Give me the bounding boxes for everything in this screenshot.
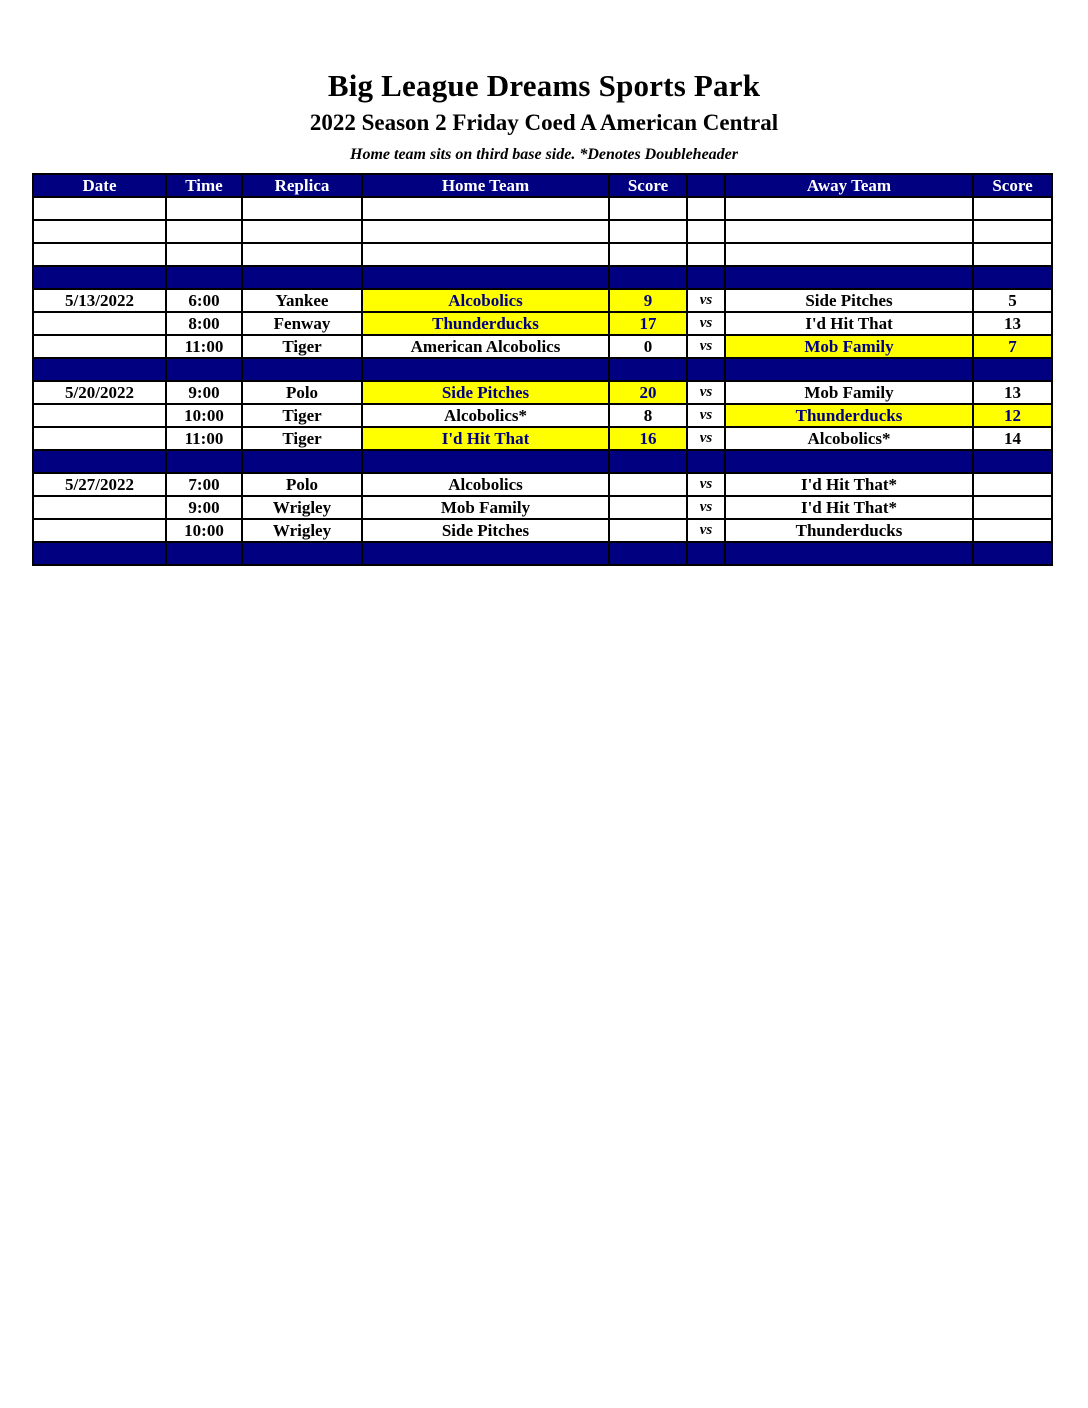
time-cell: 9:00 [166, 496, 242, 519]
away-score-cell: 14 [973, 427, 1052, 450]
col-header-date: Date [33, 174, 166, 197]
home-team-cell [362, 220, 609, 243]
date-cell [33, 404, 166, 427]
date-cell [33, 427, 166, 450]
vs-cell: vs [687, 427, 725, 450]
away-team-cell [725, 197, 973, 220]
home-team-cell [362, 197, 609, 220]
date-cell: 5/20/2022 [33, 381, 166, 404]
home-score-cell [609, 519, 687, 542]
away-team-cell: Thunderducks [725, 519, 973, 542]
table-row [33, 496, 1052, 519]
replica-cell [242, 450, 362, 473]
date-cell [33, 519, 166, 542]
date-cell [33, 358, 166, 381]
home-score-cell [609, 243, 687, 266]
home-team-cell: Side Pitches [362, 381, 609, 404]
home-team-cell: Alcobolics [362, 289, 609, 312]
time-cell: 11:00 [166, 427, 242, 450]
home-score-cell [609, 542, 687, 565]
replica-cell: Tiger [242, 427, 362, 450]
away-score-cell [973, 266, 1052, 289]
away-score-cell: 13 [973, 381, 1052, 404]
replica-cell: Polo [242, 381, 362, 404]
replica-cell: Wrigley [242, 519, 362, 542]
replica-cell [242, 243, 362, 266]
replica-cell: Tiger [242, 404, 362, 427]
home-score-cell [609, 197, 687, 220]
replica-cell: Tiger [242, 335, 362, 358]
replica-cell [242, 542, 362, 565]
away-score-cell [973, 450, 1052, 473]
home-team-cell [362, 542, 609, 565]
home-team-cell [362, 358, 609, 381]
home-score-cell: 8 [609, 404, 687, 427]
table-row [33, 289, 1052, 312]
date-cell [33, 542, 166, 565]
schedule-table [32, 173, 1053, 566]
home-score-cell: 16 [609, 427, 687, 450]
table-header-row [33, 174, 1052, 197]
home-score-cell [609, 266, 687, 289]
away-score-cell [973, 220, 1052, 243]
blank-row [33, 197, 1052, 220]
home-score-cell [609, 220, 687, 243]
replica-cell [242, 358, 362, 381]
vs-cell [687, 220, 725, 243]
date-cell [33, 197, 166, 220]
table-row [33, 519, 1052, 542]
home-team-cell: Alcobolics* [362, 404, 609, 427]
time-cell [166, 197, 242, 220]
replica-cell: Fenway [242, 312, 362, 335]
home-score-cell [609, 450, 687, 473]
date-cell [33, 266, 166, 289]
home-team-cell: American Alcobolics [362, 335, 609, 358]
table-row [33, 312, 1052, 335]
away-score-cell [973, 519, 1052, 542]
vs-cell [687, 450, 725, 473]
table-row [33, 427, 1052, 450]
table-row [33, 473, 1052, 496]
page-title: Big League Dreams Sports Park [327, 68, 761, 103]
time-cell: 10:00 [166, 404, 242, 427]
vs-cell [687, 197, 725, 220]
page-subtitle: 2022 Season 2 Friday Coed A American Central [309, 110, 779, 135]
table-row [33, 335, 1052, 358]
vs-cell: vs [687, 473, 725, 496]
home-team-cell [362, 243, 609, 266]
home-score-cell: 9 [609, 289, 687, 312]
vs-cell: vs [687, 289, 725, 312]
away-team-cell: Side Pitches [725, 289, 973, 312]
date-cell [33, 450, 166, 473]
away-score-cell: 5 [973, 289, 1052, 312]
separator-row [33, 450, 1052, 473]
away-score-cell [973, 496, 1052, 519]
replica-cell [242, 197, 362, 220]
time-cell [166, 358, 242, 381]
home-team-cell: I'd Hit That [362, 427, 609, 450]
replica-cell: Wrigley [242, 496, 362, 519]
vs-cell: vs [687, 381, 725, 404]
home-team-cell [362, 266, 609, 289]
date-cell [33, 335, 166, 358]
time-cell: 8:00 [166, 312, 242, 335]
away-score-cell [973, 243, 1052, 266]
replica-cell [242, 266, 362, 289]
home-score-cell: 20 [609, 381, 687, 404]
away-team-cell [725, 266, 973, 289]
home-score-cell: 0 [609, 335, 687, 358]
away-score-cell [973, 197, 1052, 220]
away-score-cell [973, 473, 1052, 496]
blank-row [33, 243, 1052, 266]
date-cell: 5/27/2022 [33, 473, 166, 496]
away-score-cell: 12 [973, 404, 1052, 427]
vs-cell [687, 542, 725, 565]
away-team-cell [725, 358, 973, 381]
vs-cell [687, 266, 725, 289]
col-header-away-score: Score [973, 174, 1052, 197]
home-team-cell: Thunderducks [362, 312, 609, 335]
vs-cell: vs [687, 312, 725, 335]
home-score-cell [609, 473, 687, 496]
col-header-home-team: Home Team [362, 174, 609, 197]
vs-cell [687, 243, 725, 266]
home-team-cell: Mob Family [362, 496, 609, 519]
away-team-cell: Alcobolics* [725, 427, 973, 450]
home-score-cell: 17 [609, 312, 687, 335]
away-score-cell [973, 358, 1052, 381]
separator-row [33, 358, 1052, 381]
time-cell [166, 542, 242, 565]
time-cell [166, 220, 242, 243]
time-cell [166, 243, 242, 266]
home-score-cell [609, 358, 687, 381]
vs-cell: vs [687, 404, 725, 427]
table-row [33, 381, 1052, 404]
vs-cell: vs [687, 496, 725, 519]
away-team-cell: I'd Hit That [725, 312, 973, 335]
time-cell: 11:00 [166, 335, 242, 358]
away-score-cell: 13 [973, 312, 1052, 335]
away-team-cell [725, 542, 973, 565]
replica-cell: Polo [242, 473, 362, 496]
date-cell [33, 243, 166, 266]
schedule-note: Home team sits on third base side. *Denotes Doubleheader [350, 146, 738, 163]
date-cell [33, 496, 166, 519]
col-header-time: Time [166, 174, 242, 197]
time-cell: 10:00 [166, 519, 242, 542]
replica-cell: Yankee [242, 289, 362, 312]
home-score-cell [609, 496, 687, 519]
table-row [33, 404, 1052, 427]
col-header-vs [687, 174, 725, 197]
away-team-cell: I'd Hit That* [725, 473, 973, 496]
home-team-cell: Side Pitches [362, 519, 609, 542]
separator-row [33, 542, 1052, 565]
col-header-replica: Replica [242, 174, 362, 197]
time-cell: 9:00 [166, 381, 242, 404]
date-cell [33, 312, 166, 335]
replica-cell [242, 220, 362, 243]
away-score-cell: 7 [973, 335, 1052, 358]
time-cell [166, 266, 242, 289]
time-cell: 6:00 [166, 289, 242, 312]
col-header-home-score: Score [609, 174, 687, 197]
away-team-cell: I'd Hit That* [725, 496, 973, 519]
away-score-cell [973, 542, 1052, 565]
vs-cell: vs [687, 519, 725, 542]
vs-cell: vs [687, 335, 725, 358]
separator-row [33, 266, 1052, 289]
away-team-cell: Mob Family [725, 335, 973, 358]
home-team-cell [362, 450, 609, 473]
time-cell [166, 450, 242, 473]
blank-row [33, 220, 1052, 243]
away-team-cell [725, 220, 973, 243]
home-team-cell: Alcobolics [362, 473, 609, 496]
vs-cell [687, 358, 725, 381]
schedule-body [33, 197, 1052, 565]
date-cell [33, 220, 166, 243]
date-cell: 5/13/2022 [33, 289, 166, 312]
away-team-cell: Thunderducks [725, 404, 973, 427]
away-team-cell [725, 243, 973, 266]
away-team-cell [725, 450, 973, 473]
col-header-away-team: Away Team [725, 174, 973, 197]
time-cell: 7:00 [166, 473, 242, 496]
away-team-cell: Mob Family [725, 381, 973, 404]
